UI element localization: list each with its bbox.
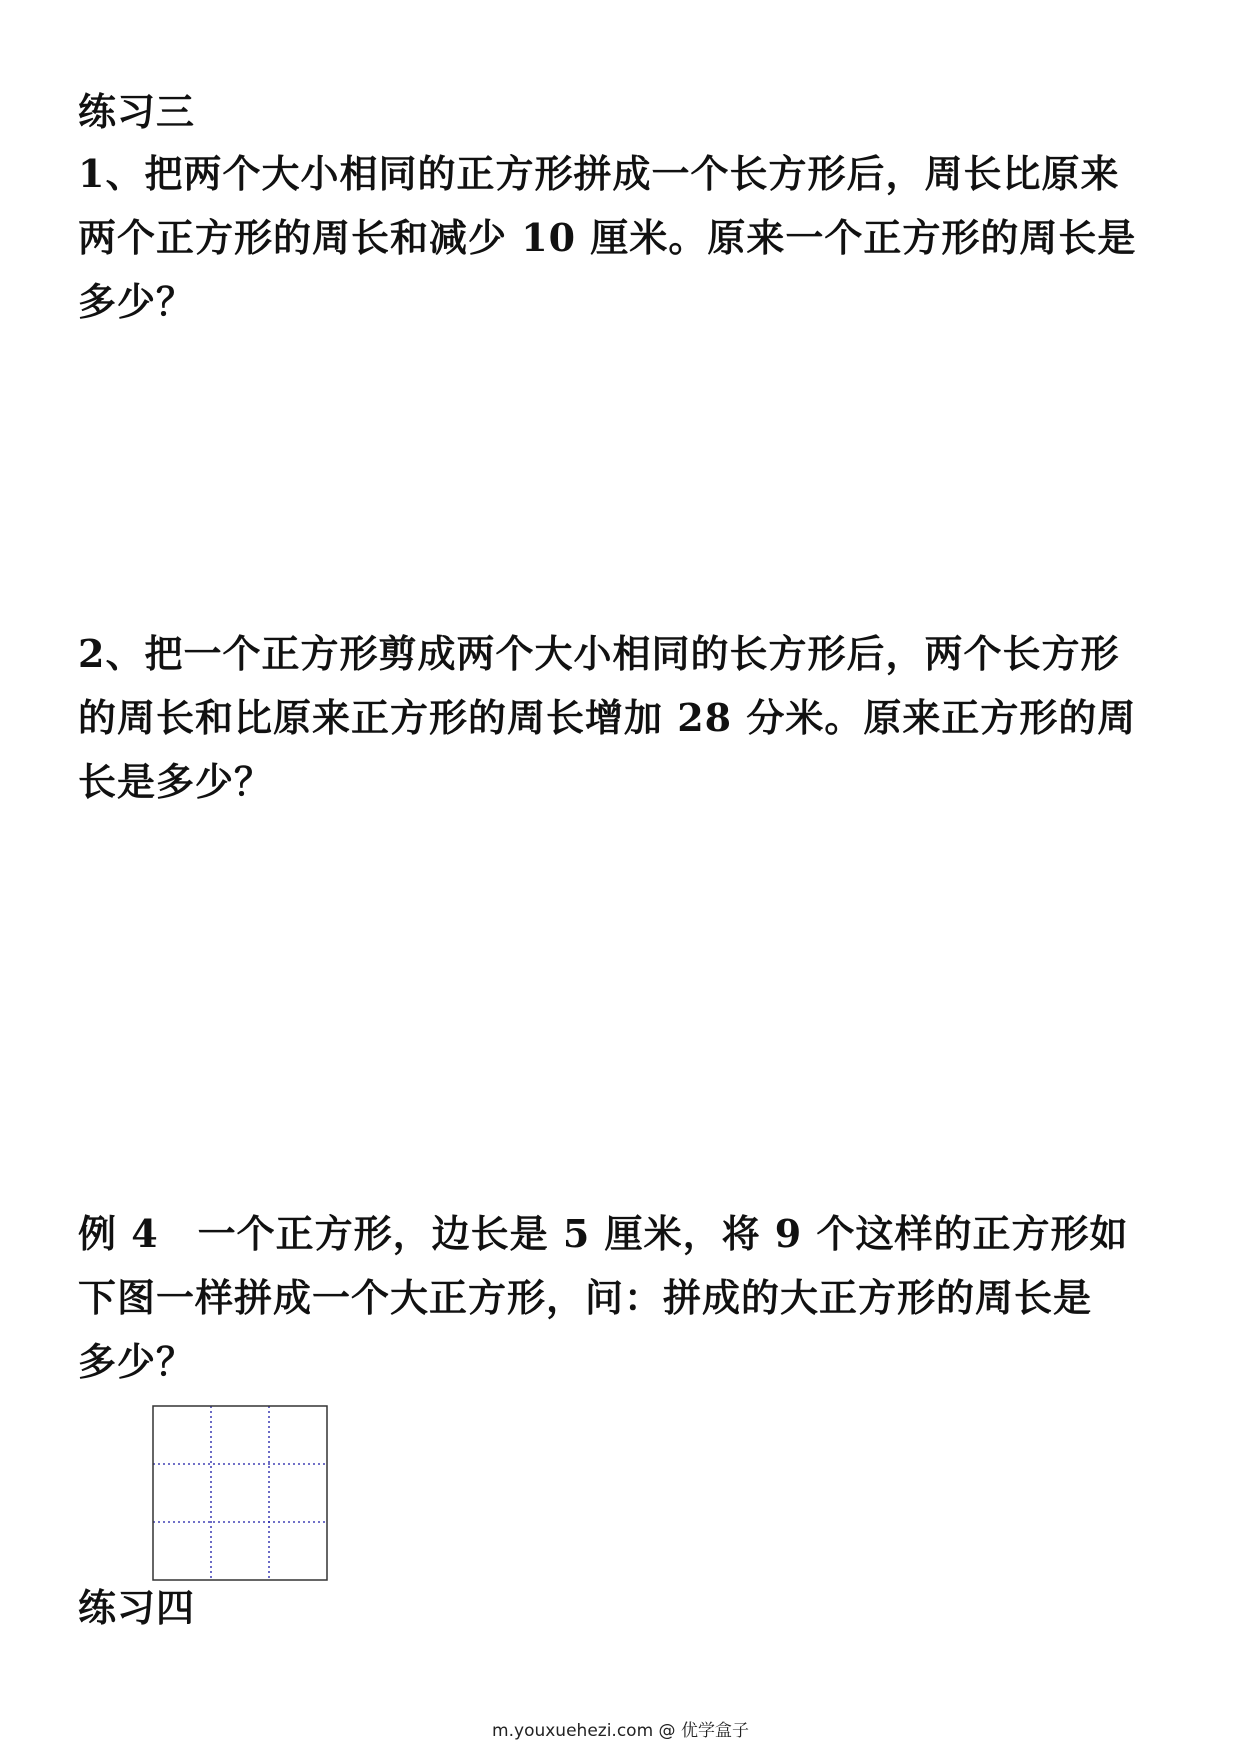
example-4 (78, 1202, 1170, 1394)
heading-practice-4: 练习四 (78, 1585, 196, 1630)
problem-1-line: 两个正方形的周长和减少 10 厘米。原来一个正方形的周长是 (78, 215, 1137, 260)
problem-2 (78, 622, 1170, 814)
example-4-line: 例 4 一个正方形，边长是 5 厘米，将 9 个这样的正方形如 (78, 1211, 1129, 1256)
square-grid-figure (152, 1405, 328, 1581)
footer-watermark: m.youxuehezi.com @ 优学盒子 (492, 1721, 749, 1741)
problem-1 (78, 142, 1170, 334)
problem-2-line: 长是多少？ (78, 759, 274, 804)
problem-2-line: 的周长和比原来正方形的周长增加 28 分米。原来正方形的周 (78, 695, 1137, 740)
square-grid-svg (152, 1405, 328, 1581)
example-4-line: 下图一样拼成一个大正方形，问：拼成的大正方形的周长是 (78, 1275, 1093, 1320)
heading-practice-3: 练习三 (78, 89, 196, 134)
example-4-line: 多少？ (78, 1339, 196, 1384)
problem-1-line: 1、把两个大小相同的正方形拼成一个长方形后，周长比原来 (78, 151, 1120, 196)
grid-outer-border (153, 1406, 327, 1580)
problem-1-line: 多少？ (78, 279, 196, 324)
problem-2-line: 2、把一个正方形剪成两个大小相同的长方形后，两个长方形 (78, 631, 1120, 676)
